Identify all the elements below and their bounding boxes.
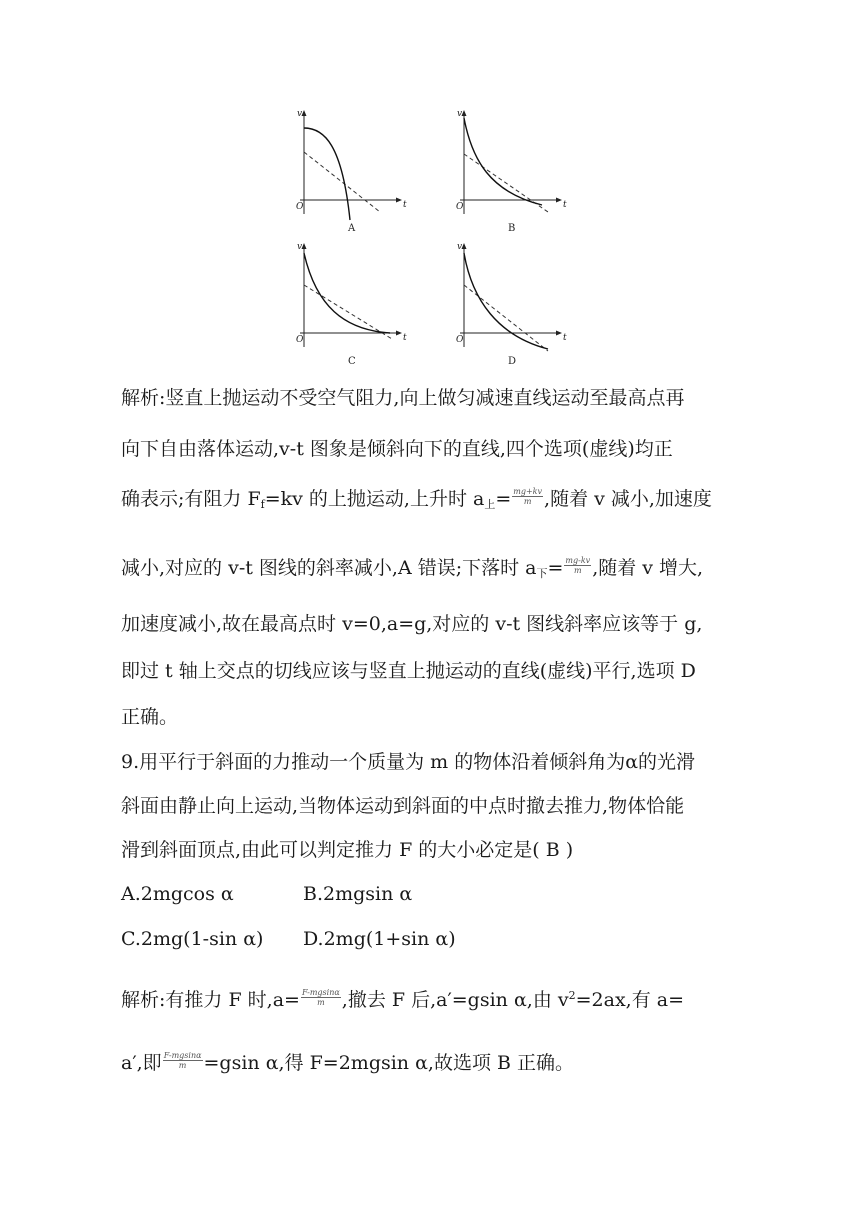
fraction-equal-den: m	[178, 1060, 187, 1070]
analysis8-line6: 即过 t 轴上交点的切线应该与竖直上抛运动的直线(虚线)平行,选项 D	[121, 660, 696, 682]
panel-c-dashed-line	[304, 285, 392, 339]
analysis9-line2a: a′,即	[121, 1052, 162, 1074]
panel-b-t-arrow-icon	[556, 198, 562, 203]
panel-d-curve	[464, 253, 548, 349]
panel-a-t-label: t	[403, 200, 407, 210]
panel-d-dashed-line	[464, 285, 548, 351]
analysis9-line2b: =gsin α,得 F=2mgsin α,故选项 B 正确。	[203, 1052, 574, 1074]
question9-line1: 9.用平行于斜面的力推动一个质量为 m 的物体沿着倾斜角为α的光滑	[121, 751, 696, 773]
panel-c-t-label: t	[403, 333, 407, 343]
fraction-rise-den: m	[523, 496, 532, 506]
fraction-equal	[163, 1051, 203, 1070]
analysis8-line7: 正确。	[121, 706, 179, 728]
option-c: C.2mg(1-sin α)	[121, 928, 264, 950]
vt-graphs-svg	[280, 100, 600, 380]
fraction-rise	[512, 487, 543, 506]
panel-c-origin-label: O	[296, 335, 304, 345]
option-b: B.2mgsin α	[303, 883, 413, 905]
panel-a-v-label: v	[297, 109, 303, 119]
option-d: D.2mg(1+sin α)	[303, 928, 456, 950]
analysis8-line4a: 减小,对应的 v-t 图线的斜率减小,A 错误;下落时 a	[121, 557, 537, 579]
question9-line2: 斜面由静止向上运动,当物体运动到斜面的中点时撤去推力,物体恰能	[121, 795, 685, 817]
fraction-push-num: F-mgsinα	[301, 987, 340, 997]
panel-b-origin-label: O	[456, 202, 464, 212]
panel-a-origin-label: O	[296, 202, 304, 212]
panel-c-label: C	[348, 356, 356, 367]
panel-b-label: B	[508, 223, 516, 234]
panel-d-origin-label: O	[456, 335, 464, 345]
fraction-fall-den: m	[574, 565, 582, 575]
analysis8-line2: 向下自由落体运动,v-t 图象是倾斜向下的直线,四个选项(虚线)均正	[121, 438, 673, 460]
panel-b-curve	[464, 118, 542, 205]
panel-a-label: A	[348, 223, 356, 234]
analysis9-line1	[121, 984, 684, 1012]
panel-c-v-arrow-icon	[302, 243, 307, 249]
analysis8-line3b-sub: 上	[484, 498, 496, 511]
panel-a-t-arrow-icon	[396, 198, 402, 203]
panel-d-t-label: t	[563, 333, 567, 343]
panel-b-v-label: v	[457, 109, 463, 119]
vt-graphs-figure	[280, 100, 600, 380]
option-a: A.2mgcos α	[121, 883, 234, 905]
panel-c-t-arrow-icon	[396, 331, 402, 336]
panel-a-v-arrow-icon	[302, 110, 307, 116]
fraction-fall	[564, 556, 591, 575]
panel-d-v-label: v	[457, 242, 463, 252]
question9-line3: 滑到斜面顶点,由此可以判定推力 F 的大小必定是( B )	[121, 839, 574, 861]
panel-a-dashed-line	[304, 152, 380, 212]
panel-b-t-label: t	[563, 200, 567, 210]
analysis8-line5: 加速度减小,故在最高点时 v=0,a=g,对应的 v-t 图线斜率应该等于 g,	[121, 613, 703, 635]
analysis8-line3b: =kv 的上抛运动,上升时 a	[264, 488, 485, 510]
fraction-fall-num: mg-kv	[565, 555, 591, 565]
analysis9-line1a: 解析:有推力 F 时,a=	[121, 989, 300, 1011]
fraction-push	[301, 988, 341, 1007]
analysis9-line1-sup: 2	[568, 989, 576, 1002]
fraction-equal-num: F-mgsinα	[163, 1050, 202, 1060]
panel-c-v-label: v	[297, 242, 303, 252]
fraction-rise-num: mg+kv	[513, 486, 543, 496]
analysis8-line3: 确表示;有阻力 $F_f=kv$ 的上抛运动,上升时 $a_上=$ $\frac{mg+kv}{m}$ ,随着 v 减小,加速度	[121, 486, 712, 511]
panel-d-v-arrow-icon	[462, 243, 467, 249]
panel-a-curve	[304, 128, 350, 220]
panel-b-v-arrow-icon	[462, 110, 467, 116]
analysis8-line3c: ,随着 v 减小,加速度	[544, 488, 712, 510]
analysis8-line4c: ,随着 v 增大,	[592, 557, 704, 579]
panel-d-label: D	[508, 356, 517, 367]
fraction-push-den: m	[317, 997, 325, 1007]
analysis8-line1: 解析:竖直上抛运动不受空气阻力,向上做匀减速直线运动至最高点再	[121, 387, 685, 409]
analysis9-line2	[121, 1051, 574, 1075]
analysis9-line1b: ,撤去 F 后,a′=gsin α,由 v	[341, 989, 569, 1011]
analysis8-line3a: 确表示;有阻力 F	[121, 488, 261, 510]
analysis8-line3a-sub: f	[260, 498, 265, 511]
analysis9-line1c: =2ax,有 a=	[575, 989, 684, 1011]
panel-d-t-arrow-icon	[556, 331, 562, 336]
analysis8-line4: 减小,对应的 v-t 图线的斜率减小,A 错误;下落时 $a_下=$ $\frac{mg-kv}{m}$ ,随着 v 增大,	[121, 555, 704, 580]
analysis8-line4a-sub: 下	[536, 567, 548, 580]
